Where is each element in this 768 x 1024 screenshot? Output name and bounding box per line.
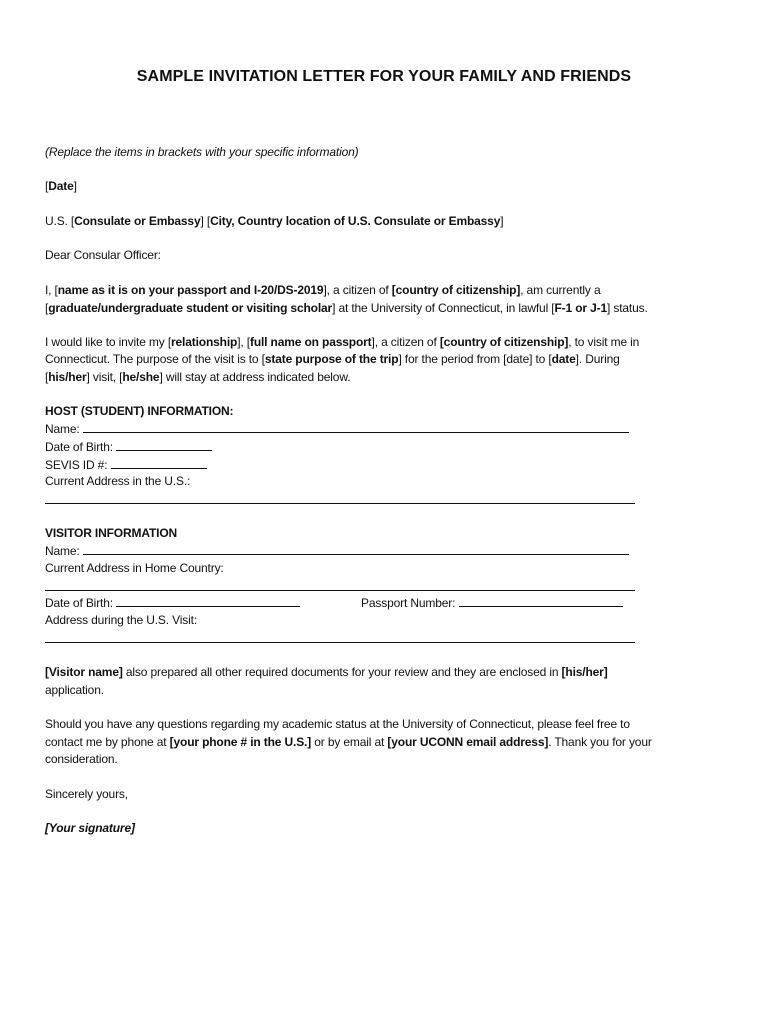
host-name-label: Name: [45,422,80,436]
visitor-us-address-field[interactable] [45,642,635,643]
paragraph-2-line-3: [his/her] visit, [he/she] will stay at address indicated below. [45,370,351,384]
date-placeholder: Date [48,179,74,193]
host-info-heading: HOST (STUDENT) INFORMATION: [45,404,234,418]
paragraph-1-line-1: I, [name as it is on your passport and I-20/DS-2019], a citizen of [country of citizenship], am currently a [45,283,601,297]
visitor-us-address-label: Address during the U.S. Visit: [45,613,198,627]
date-line: [Date] [45,179,77,193]
visitor-name-label: Name: [45,544,80,558]
paragraph-2-line-2: Connecticut. The purpose of the visit is to [state purpose of the trip] for the period from [date] to [date]. During [45,352,620,366]
document-title: SAMPLE INVITATION LETTER FOR YOUR FAMILY AND FRIENDS [136,68,632,85]
host-dob-label: Date of Birth: [45,440,113,454]
visitor-home-address-label: Current Address in Home Country: [45,561,224,575]
paragraph-1-line-2: [graduate/undergraduate student or visiting scholar] at the University of Connecticut, in lawful [F-1 or J-1] status. [45,301,648,315]
host-dob-field[interactable] [116,439,212,451]
paragraph-4-line-3: consideration. [45,752,118,766]
visitor-dob-row [45,595,300,611]
signature-placeholder: [Your signature] [45,821,135,835]
paragraph-4-line-1: Should you have any questions regarding my academic status at the University of Connecticut, please feel free to [45,717,630,731]
host-sevis-field[interactable] [111,457,207,469]
consulate-line: U.S. [Consulate or Embassy] [City, Country location of U.S. Consulate or Embassy] [45,214,504,228]
visitor-passport-label: Passport Number: [361,596,456,610]
visitor-passport-field[interactable] [459,595,623,607]
closing: Sincerely yours, [45,787,128,801]
host-name-field[interactable] [83,421,629,433]
paragraph-3-line-2: application. [45,683,104,697]
visitor-name-row [45,543,629,559]
paragraph-3-line-1: [Visitor name] also prepared all other required documents for your review and they are enclosed in [his/her] [45,665,608,679]
visitor-dob-label: Date of Birth: [45,596,113,610]
visitor-name-field[interactable] [83,543,629,555]
visitor-passport-row [361,595,623,611]
instruction-text: (Replace the items in brackets with your specific information) [45,145,359,159]
visitor-info-heading: VISITOR INFORMATION [45,526,178,540]
paragraph-4-line-2: contact me by phone at [your phone # in the U.S.] or by email at [your UCONN email address]. Thank you for your [45,735,652,749]
salutation: Dear Consular Officer: [45,248,161,262]
host-name-row [45,421,629,437]
host-address-label: Current Address in the U.S.: [45,474,191,488]
host-address-field[interactable] [45,503,635,504]
host-sevis-row [45,457,207,473]
host-sevis-label: SEVIS ID #: [45,458,108,472]
host-dob-row [45,439,212,455]
visitor-dob-field[interactable] [116,595,300,607]
visitor-home-address-field[interactable] [45,590,635,591]
paragraph-2-line-1: I would like to invite my [relationship], [full name on passport], a citizen of [country of citizenship], to visit me in [45,335,640,349]
